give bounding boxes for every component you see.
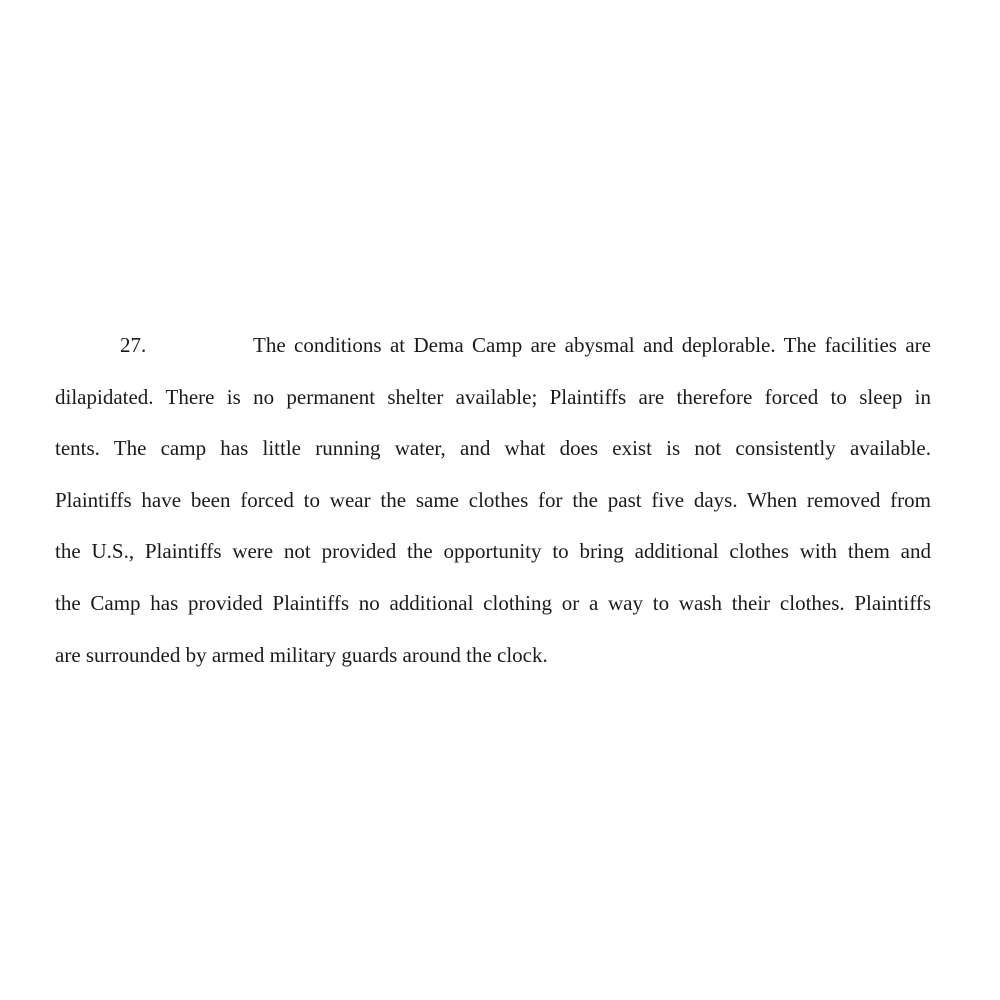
paragraph-line-7: are surrounded by armed military guards around the clock. [55, 642, 548, 667]
paragraph-number: 27. [120, 333, 147, 357]
paragraph-line-4: Plaintiffs have been forced to wear the same clothes for the past five days. When removed from [55, 487, 931, 512]
paragraph-line-6: the Camp has provided Plaintiffs no additional clothing or a way to wash their clothes. Plaintiffs [55, 590, 931, 615]
paragraph-27 [55, 320, 931, 681]
paragraph-line-2: dilapidated. There is no permanent shelter available; Plaintiffs are therefore forced to sleep in [55, 384, 931, 409]
paragraph-line-5: the U.S., Plaintiffs were not provided the opportunity to bring additional clothes with them and [55, 539, 931, 564]
paragraph-line-3: tents. The camp has little running water, and what does exist is not consistently available. [55, 436, 931, 461]
paragraph-text-line: The conditions at Dema Camp are abysmal and deplorable. The facilities are [253, 333, 931, 357]
paragraph-line-1 [55, 320, 931, 372]
